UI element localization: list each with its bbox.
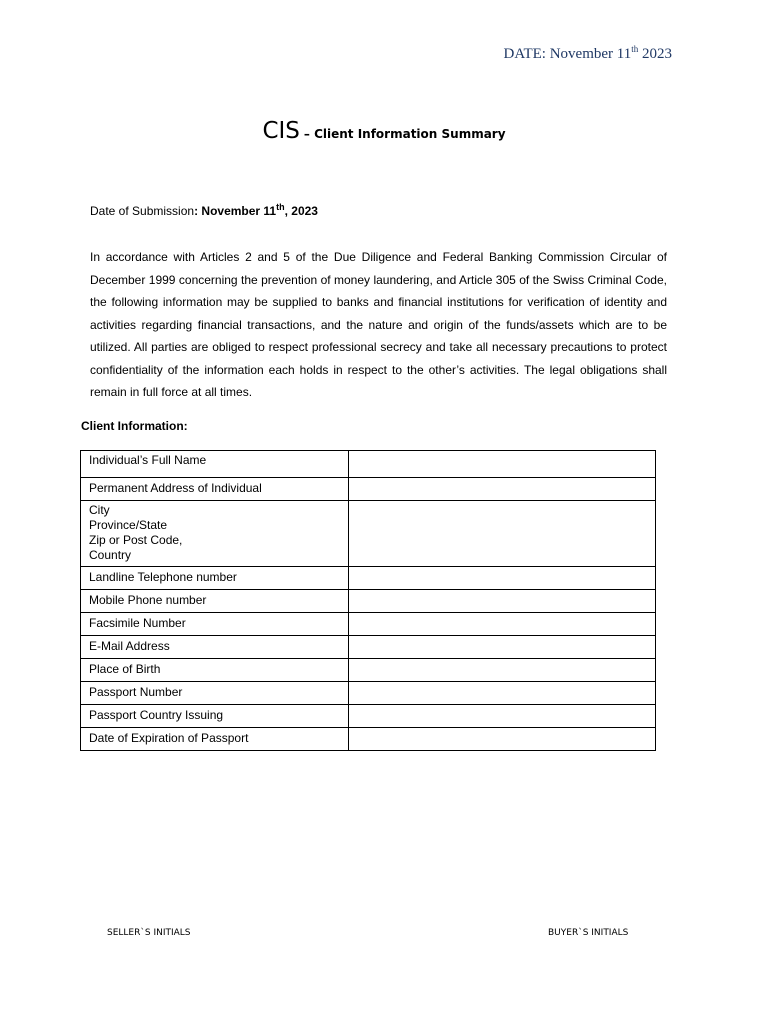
field-value-email[interactable]	[349, 636, 656, 659]
field-label-passport-number: Passport Number	[81, 682, 349, 705]
submission-date	[194, 204, 318, 218]
table-row	[81, 478, 656, 501]
client-info-table	[80, 450, 656, 751]
submission-date-prefix: November 11	[198, 204, 277, 218]
field-label-city: City	[89, 503, 110, 517]
client-info-title: Client Information:	[81, 419, 188, 433]
submission-label: Date of Submission	[90, 204, 195, 218]
header-date-prefix: DATE: November 11	[503, 46, 632, 62]
field-value-full-name[interactable]	[349, 451, 656, 478]
table-row	[81, 501, 656, 567]
header-date-suffix: 2023	[638, 46, 672, 62]
table-row	[81, 590, 656, 613]
table-row	[81, 567, 656, 590]
field-label-mobile: Mobile Phone number	[81, 590, 349, 613]
submission-date-suffix: , 2023	[284, 204, 318, 218]
field-label-permanent-address: Permanent Address of Individual	[81, 478, 349, 501]
title-subtitle: – Client Information Summary	[303, 127, 506, 141]
field-value-place-of-birth[interactable]	[349, 659, 656, 682]
field-label-full-name: Individual’s Full Name	[81, 451, 349, 478]
intro-paragraph: In accordance with Articles 2 and 5 of the Due Diligence and Federal Banking Commission Circular of December 1999 concerning the prevention of money laundering, and Article 305 of the Swiss Criminal Code, the following information may be supplied to banks and financial institutions for verification of identity and activities regarding financial transactions, and the nature and origin of the funds/assets which are to be utilized. All parties are obliged to respect professional secrecy and take all necessary precautions to protect confidentiality of the information each holds in respect to the other’s activities. The legal obligations shall remain in full force at all times.	[90, 250, 667, 399]
document-title	[0, 118, 768, 144]
field-label-country: Country	[89, 548, 132, 562]
table-row	[81, 451, 656, 478]
field-value-mobile[interactable]	[349, 590, 656, 613]
field-label-email: E-Mail Address	[81, 636, 349, 659]
table-row	[81, 705, 656, 728]
field-value-permanent-address[interactable]	[349, 478, 656, 501]
submission-date-sup: th	[276, 202, 285, 212]
field-label-province: Province/State	[89, 518, 168, 532]
field-value-passport-number[interactable]	[349, 682, 656, 705]
table-row	[81, 728, 656, 751]
submission-colon: :	[194, 204, 199, 218]
buyer-initials-label: BUYER`S INITIALS	[548, 928, 629, 938]
header-date	[503, 46, 672, 63]
field-value-fax[interactable]	[349, 613, 656, 636]
field-value-passport-expiration[interactable]	[349, 728, 656, 751]
field-label-fax: Facsimile Number	[81, 613, 349, 636]
field-label-zip: Zip or Post Code,	[89, 533, 183, 547]
table-row	[81, 659, 656, 682]
field-label-place-of-birth: Place of Birth	[81, 659, 349, 682]
table-row	[81, 613, 656, 636]
table-row	[81, 636, 656, 659]
table-row	[81, 682, 656, 705]
field-label-landline: Landline Telephone number	[81, 567, 349, 590]
submission-date-line	[90, 204, 318, 218]
field-label-passport-expiration: Date of Expiration of Passport	[81, 728, 349, 751]
field-value-city-block[interactable]	[349, 501, 656, 567]
field-value-landline[interactable]	[349, 567, 656, 590]
field-value-passport-country[interactable]	[349, 705, 656, 728]
seller-initials-label: SELLER`S INITIALS	[107, 928, 191, 938]
field-label-city-block	[81, 501, 349, 567]
field-label-passport-country: Passport Country Issuing	[81, 705, 349, 728]
title-main: CIS	[262, 118, 300, 144]
header-date-sup: th	[631, 44, 639, 54]
